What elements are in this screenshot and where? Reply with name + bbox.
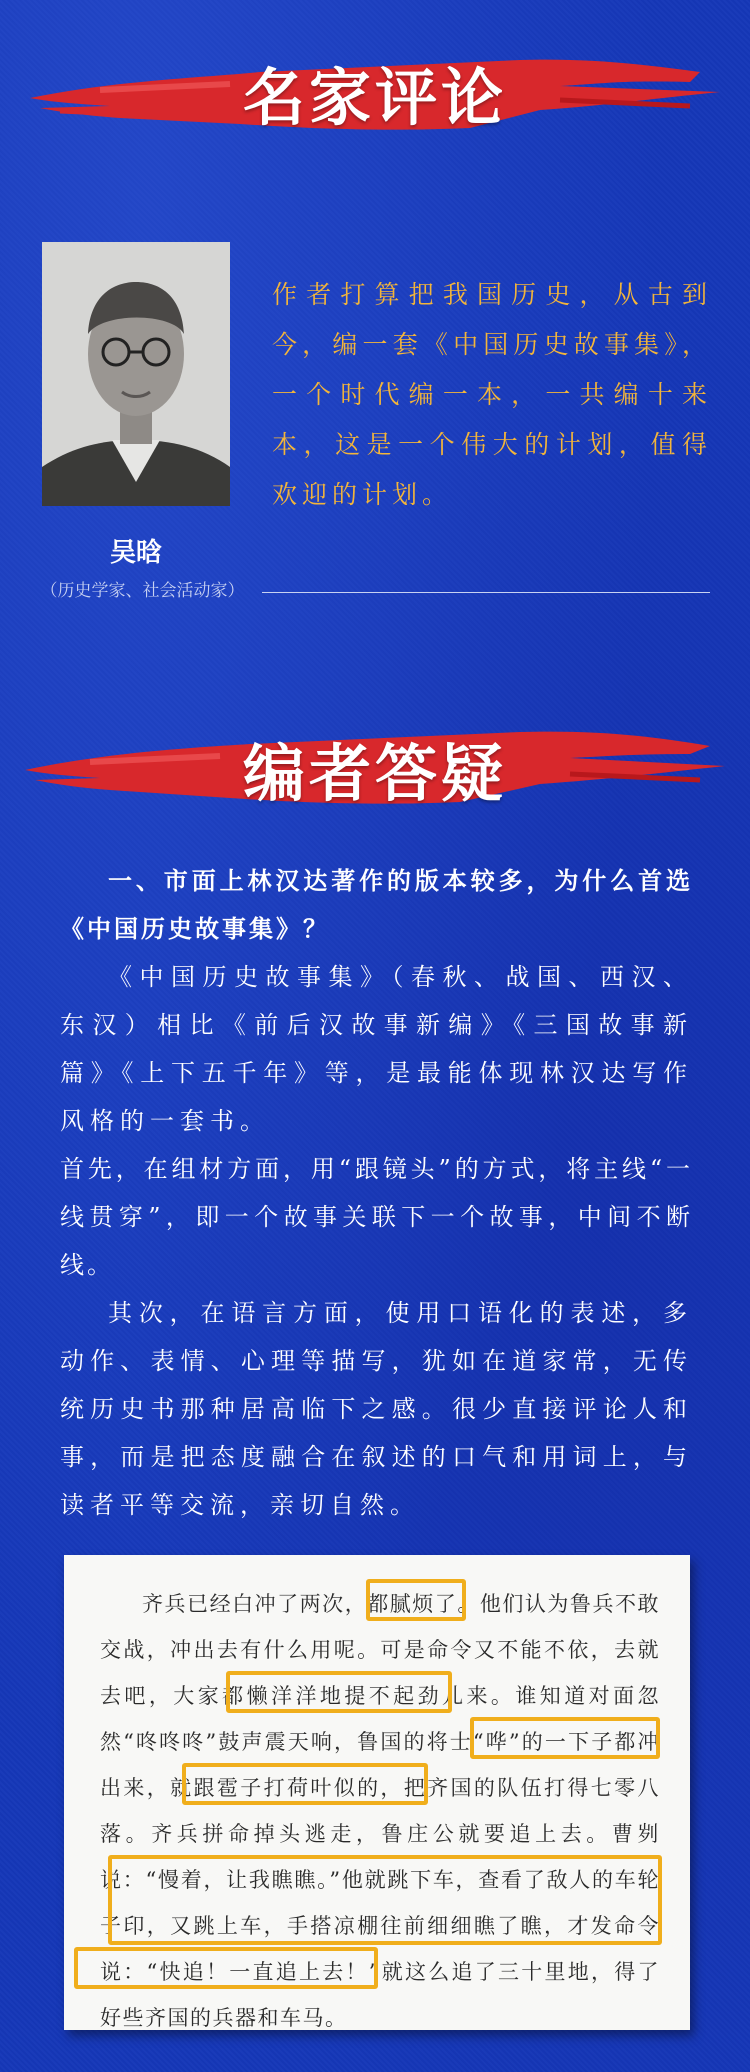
section-banner-qa (0, 690, 750, 820)
section-title-qa: 编者答疑 (242, 737, 507, 810)
divider-line (262, 592, 710, 593)
book-excerpt-text: 齐兵已经白冲了两次，都腻烦了。他们认为鲁兵不敢交战，冲出去有什么用呢。可是命令又不能不依，去就去吧，大家都懒洋洋地提不起劲儿来。谁知道对面忽然“咚咚咚”鼓声震天响，鲁国的将士“哗”的一下子都冲出来，就跟雹子打荷叶似的，把齐国的队伍打得七零八落。齐兵拼命掉头逃走，鲁庄公就要追上去。曹刿说：“慢着，让我瞧瞧。”他就跳下车，查看了敌人的车轮子印，又跳上车，手搭凉棚往前细细瞧了瞧，才发命令说：“快追！一直追上去！”就这么追了三十里地，得了好些齐国的兵器和车马。 (100, 1592, 660, 2030)
section-title-reviews: 名家评论 (242, 61, 507, 134)
qa-answer-paragraph-1b: 首先，在组材方面，用“跟镜头”的方式，将主线“一线贯穿”，即一个故事关联下一个故事，中间不断线。 (60, 1155, 693, 1279)
portrait-photo (42, 242, 230, 506)
commentator-name: 吴晗 (109, 538, 162, 568)
book-excerpt-card (64, 1555, 690, 2030)
qa-question: 一、市面上林汉达著作的版本较多，为什么首选《中国历史故事集》？ (60, 867, 693, 943)
commentator-quote: 作者打算把我国历史，从古到今，编一套《中国历史故事集》，一个时代编一本，一共编十来本，这是一个伟大的计划，值得欢迎的计划。 (272, 280, 712, 509)
section-banner-reviews (0, 20, 750, 150)
qa-section (60, 857, 693, 1529)
commentator-role: （历史学家、社会活动家） (40, 581, 245, 601)
qa-answer-paragraph-1a: 《中国历史故事集》（春秋、战国、西汉、东汉）相比《前后汉故事新编》《三国故事新篇》《上下五千年》等，是最能体现林汉达写作风格的一套书。 (60, 963, 693, 1135)
qa-answer-paragraph-2: 其次，在语言方面，使用口语化的表述，多动作、表情、心理等描写，犹如在道家常，无传统历史书那种居高临下之感。很少直接评论人和事，而是把态度融合在叙述的口气和用词上，与读者平等交流，亲切自然。 (60, 1299, 693, 1519)
